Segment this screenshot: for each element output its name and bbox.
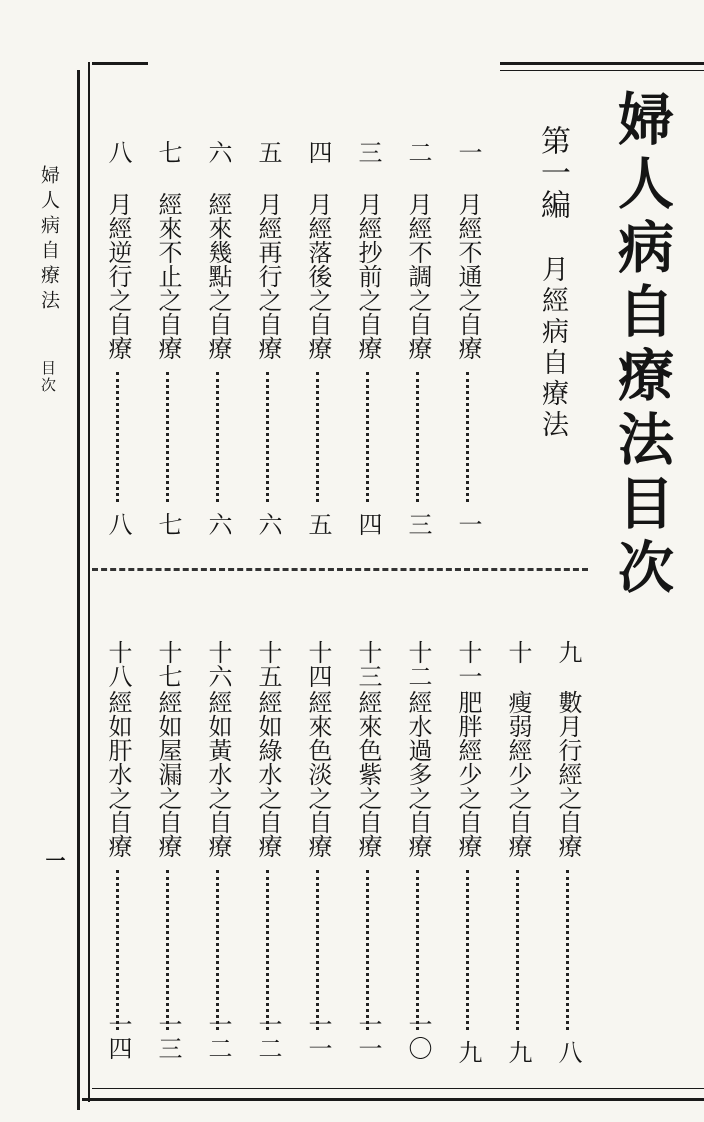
leader-dots — [466, 372, 469, 502]
leader-dots — [116, 870, 119, 1030]
entry-number: 五 — [254, 140, 282, 164]
entry-title: 經來色紫之自療 — [354, 690, 382, 858]
entry-number: 二 — [404, 140, 432, 164]
bottom-rule — [82, 1098, 704, 1101]
entry-title: 經來幾點之自療 — [204, 192, 232, 360]
entry-title: 月經抄前之自療 — [354, 192, 382, 360]
entry-number: 十五 — [254, 640, 282, 688]
entry-title: 肥胖經少之自療 — [454, 690, 482, 858]
entry-page: 一一 — [354, 1012, 382, 1060]
leader-dots — [266, 870, 269, 1030]
leader-dots — [166, 372, 169, 502]
entry-page: 六 — [204, 512, 232, 536]
entry-title: 月經不通之自療 — [454, 192, 482, 360]
entry-title: 月經不調之自療 — [404, 192, 432, 360]
entry-number: 十七 — [154, 640, 182, 688]
entry-number: 一 — [454, 140, 482, 164]
entry-page: 五 — [304, 512, 332, 536]
part-number: 第一編 — [535, 125, 570, 221]
entry-page: 一〇 — [404, 1012, 432, 1060]
entry-number: 十 — [504, 640, 532, 664]
entry-page: 六 — [254, 512, 282, 536]
entry-number: 十三 — [354, 640, 382, 688]
left-border-outer — [77, 70, 80, 1110]
entry-page: 一二 — [204, 1012, 232, 1060]
leader-dots — [566, 870, 569, 1030]
entry-number: 九 — [554, 640, 582, 664]
leader-dots — [166, 870, 169, 1030]
part-name: 月經病自療法 — [537, 255, 568, 441]
leader-dots — [466, 870, 469, 1030]
top-rule — [92, 62, 148, 65]
running-section: 目次 — [39, 360, 57, 394]
leader-dots — [116, 372, 119, 502]
entry-number: 十四 — [304, 640, 332, 688]
leader-dots — [266, 372, 269, 502]
bottom-rule-inner — [92, 1088, 704, 1089]
entry-page: 八 — [104, 512, 132, 536]
entry-title: 經來不止之自療 — [154, 192, 182, 360]
entry-title: 經如肝水之自療 — [104, 690, 132, 858]
entry-page: 一三 — [154, 1012, 182, 1060]
leader-dots — [316, 870, 319, 1030]
entry-page: 一四 — [104, 1012, 132, 1060]
leader-dots — [516, 870, 519, 1030]
entry-page: 三 — [404, 512, 432, 536]
entry-number: 三 — [354, 140, 382, 164]
leader-dots — [316, 372, 319, 502]
leader-dots — [216, 870, 219, 1030]
section-divider — [92, 568, 588, 571]
entry-page: 七 — [154, 512, 182, 536]
entry-title: 數月行經之自療 — [554, 690, 582, 858]
top-rule-right — [500, 62, 704, 65]
leader-dots — [366, 870, 369, 1030]
leader-dots — [416, 372, 419, 502]
entry-title: 經來色淡之自療 — [304, 690, 332, 858]
entry-page: 八 — [554, 1040, 582, 1064]
entry-number: 四 — [304, 140, 332, 164]
entry-page: 一二 — [254, 1012, 282, 1060]
top-rule-right-inner — [500, 70, 704, 71]
entry-title: 經如屋漏之自療 — [154, 690, 182, 858]
entry-page: 九 — [454, 1040, 482, 1064]
entry-title: 經如綠水之自療 — [254, 690, 282, 858]
entry-title: 經水過多之自療 — [404, 690, 432, 858]
entry-title: 月經再行之自療 — [254, 192, 282, 360]
main-title: 婦人病自療法目次 — [609, 90, 675, 602]
entry-number: 八 — [104, 140, 132, 164]
entry-title: 月經逆行之自療 — [104, 192, 132, 360]
entry-page: 一 — [454, 512, 482, 536]
entry-title: 經如黃水之自療 — [204, 690, 232, 858]
entry-number: 十一 — [454, 640, 482, 688]
entry-title: 月經落後之自療 — [304, 192, 332, 360]
entry-number: 十二 — [404, 640, 432, 688]
entry-page: 一一 — [304, 1012, 332, 1060]
leader-dots — [416, 870, 419, 1030]
entry-number: 十六 — [204, 640, 232, 688]
leader-dots — [366, 372, 369, 502]
entry-number: 七 — [154, 140, 182, 164]
entry-title: 瘦弱經少之自療 — [504, 690, 532, 858]
entry-page: 四 — [354, 512, 382, 536]
entry-number: 六 — [204, 140, 232, 164]
page-number: 一 — [42, 850, 66, 870]
entry-number: 十八 — [104, 640, 132, 688]
leader-dots — [216, 372, 219, 502]
entry-page: 九 — [504, 1040, 532, 1064]
running-title: 婦人病自療法 — [38, 165, 60, 315]
left-border-inner — [88, 62, 90, 1102]
